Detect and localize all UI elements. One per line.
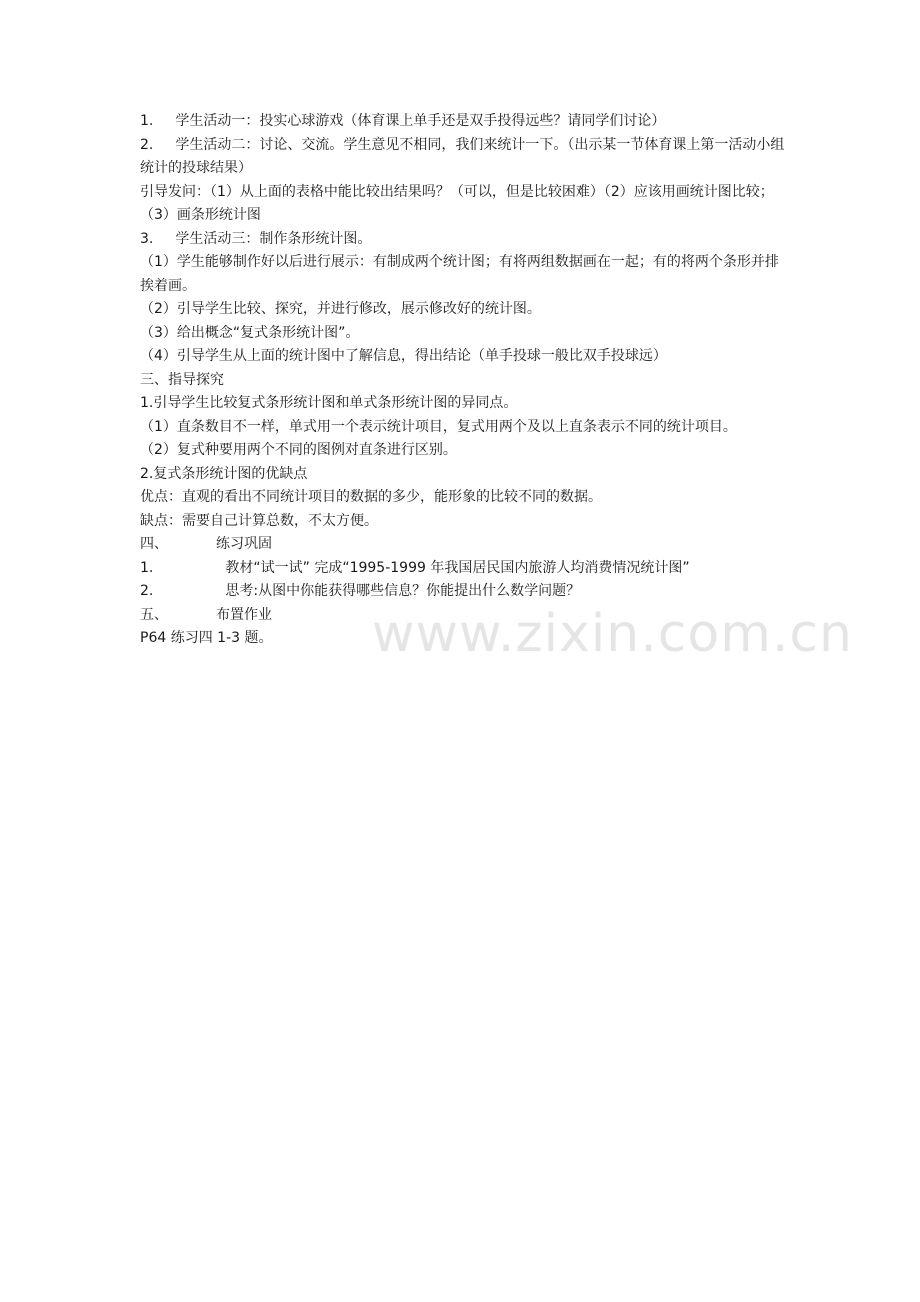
pros-line: 优点：直观的看出不同统计项目的数据的多少，能形象的比较不同的数据。 [140, 489, 602, 505]
cons-line: 缺点：需要自己计算总数，不太方便。 [140, 512, 378, 529]
activity-2-paragraph [140, 134, 788, 181]
section-heading-practice [140, 533, 788, 557]
document-body [140, 110, 788, 651]
compare-point-2: （2）复式种要用两个不同的图例对直条进行区别。 [140, 442, 457, 458]
step-2-line: （2）引导学生比较、探究，并进行修改，展示修改好的统计图。 [140, 301, 541, 317]
section-heading-homework [140, 604, 788, 628]
compare-heading: 1.引导学生比较复式条形统计图和单式条形统计图的异同点。 [140, 395, 518, 411]
item-text: 学生活动二：讨论、交流。学生意见不相同，我们来统计一下。（出示某一节体育课上第一活动小组统计的投球结果） [140, 136, 785, 176]
activity-1-line [140, 110, 788, 134]
item-number: 1. [140, 113, 154, 129]
practice-item-1 [140, 557, 788, 581]
item-number: 2. [140, 583, 154, 599]
section-number: 四、 [140, 536, 168, 552]
item-number: 1. [140, 559, 154, 576]
section-title: 布置作业 [216, 606, 272, 623]
item-text: 思考:从图中你能获得哪些信息？你能提出什么数学问题？ [225, 583, 581, 599]
step-1-paragraph: （1）学生能够制作好以后进行展示：有制成两个统计图；有将两组数据画在一起；有的将两个条形并排挨着画。 [140, 254, 779, 294]
section-heading: 三、指导探究 [140, 371, 224, 388]
item-text: 学生活动三：制作条形统计图。 [175, 230, 372, 247]
activity-3-line [140, 228, 788, 252]
item-text: 教材“试一试” 完成“1995-1999 年我国居民国内旅游人均消费情况统计图” [225, 559, 690, 576]
section-title: 练习巩固 [216, 536, 272, 552]
item-number: 3. [140, 230, 154, 247]
guiding-question-paragraph: 引导发问：（1）从上面的表格中能比较出结果吗？（可以，但是比较困难）（2）应该用画统计图比较；（3）画条形统计图 [140, 183, 774, 223]
step-4-line: （4）引导学生从上面的统计图中了解信息，得出结论（单手投球一般比双手投球远） [140, 348, 667, 364]
section-number: 五、 [140, 606, 168, 623]
pros-cons-heading: 2.复式条形统计图的优缺点 [140, 465, 308, 482]
homework-line: P64 练习四 1-3 题。 [140, 630, 273, 646]
item-number: 2. [140, 136, 154, 153]
compare-point-1: （1）直条数目不一样，单式用一个表示统计项目，复式用两个及以上直条表示不同的统计项目。 [140, 418, 737, 435]
practice-item-2 [140, 580, 788, 604]
watermark: www.zixin.com.cn [372, 604, 853, 664]
item-text: 学生活动一：投实心球游戏（体育课上单手还是双手投得远些？请同学们讨论） [175, 113, 666, 129]
step-3-line: （3）给出概念“复式条形统计图”。 [140, 324, 360, 341]
